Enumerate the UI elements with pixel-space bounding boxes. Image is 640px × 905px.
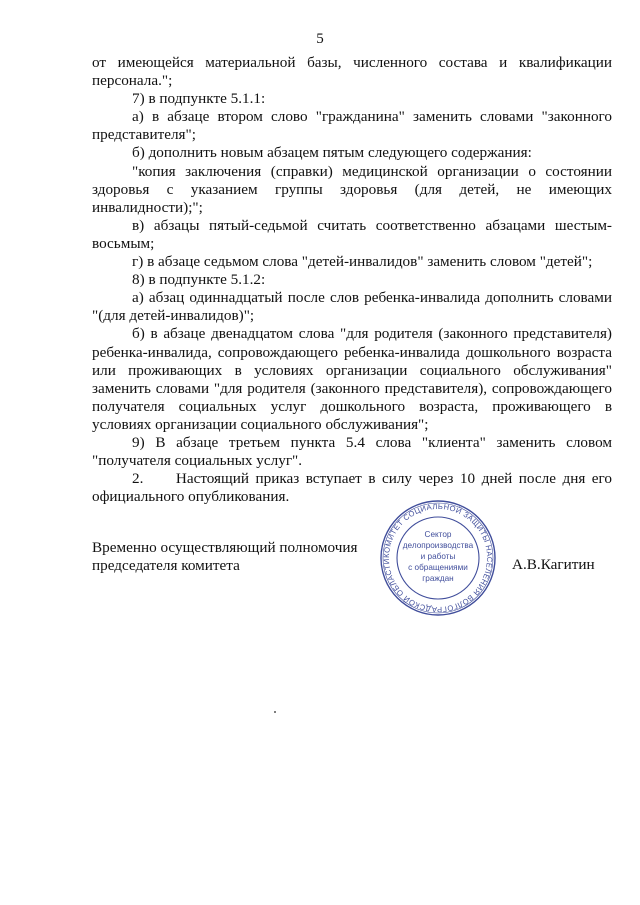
paragraph-2: 7) в подпункте 5.1.1: [132,90,266,108]
paragraph-4: б) дополнить новым абзацем пятым следующего содержания: [132,144,532,162]
paragraph-5: "копия заключения (справки) медицинской организации о состоянии здоровья с указанием группы здоровья (для детей, не имеющих инвалидности);"; [92,162,612,216]
stamp-center-line-3: и работы [420,552,456,561]
signatory-position [92,539,357,574]
paragraph-12: 2. Настоящий приказ вступает в силу через 10 дней после дня его официального опубликования. [92,470,612,506]
paragraph-9: а) абзац одиннадцатый после слов ребенка-инвалида дополнить словами "(для детей-инвалидов)"; [92,289,612,325]
stamp-center-line-4: с обращениями [408,563,468,572]
page-number: 5 [316,31,324,47]
paragraph-8: 8) в подпункте 5.1.2: [132,271,266,289]
signatory-name: А.В.Кагитин [512,556,595,573]
paragraph-1: от имеющейся материальной базы, численного состава и квалификации персонала."; [92,54,612,90]
stamp-center-line-1: Сектор [424,530,452,539]
signatory-position-line-2: председателя комитета [92,556,240,574]
signatory-position-line-1: Временно осуществляющий полномочия [92,539,358,556]
scan-speck [274,711,276,713]
stamp-center-line-2: делопроизводства [402,541,474,550]
document-body [92,54,612,506]
paragraph-10: б) в абзаце двенадцатом слова "для родителя (законного представителя) ребенка-инвалида, сопровождающего ребенка-инвалида дошкольного возраста или проживающих в условиях организации социального обслуживания" заменить словами "для родителя (законного представителя), сопровождающего получателя социальных услуг дошкольного возраста, проживающего в условиях организации социального обслуживания"; [92,325,612,433]
stamp-center-line-5: граждан [422,574,454,583]
paragraph-11: 9) В абзаце третьем пункта 5.4 слова "клиента" заменить словом "получателя социальных услуг". [92,433,612,470]
paragraph-6: в) абзацы пятый-седьмой считать соответственно абзацами шестым-восьмым; [92,216,612,252]
paragraph-7: г) в абзаце седьмом слова "детей-инвалидов" заменить словом "детей"; [132,253,593,271]
official-stamp-icon [378,498,498,618]
stamp-ring-text: КОМИТЕТ СОЦИАЛЬНОЙ ЗАЩИТЫ НАСЕЛЕНИЯ ВОЛГОГРАДСКОЙ ОБЛАСТИ [381,501,495,615]
paragraph-3: а) в абзаце втором слово "гражданина" заменить словами "законного представителя"; [92,108,612,144]
